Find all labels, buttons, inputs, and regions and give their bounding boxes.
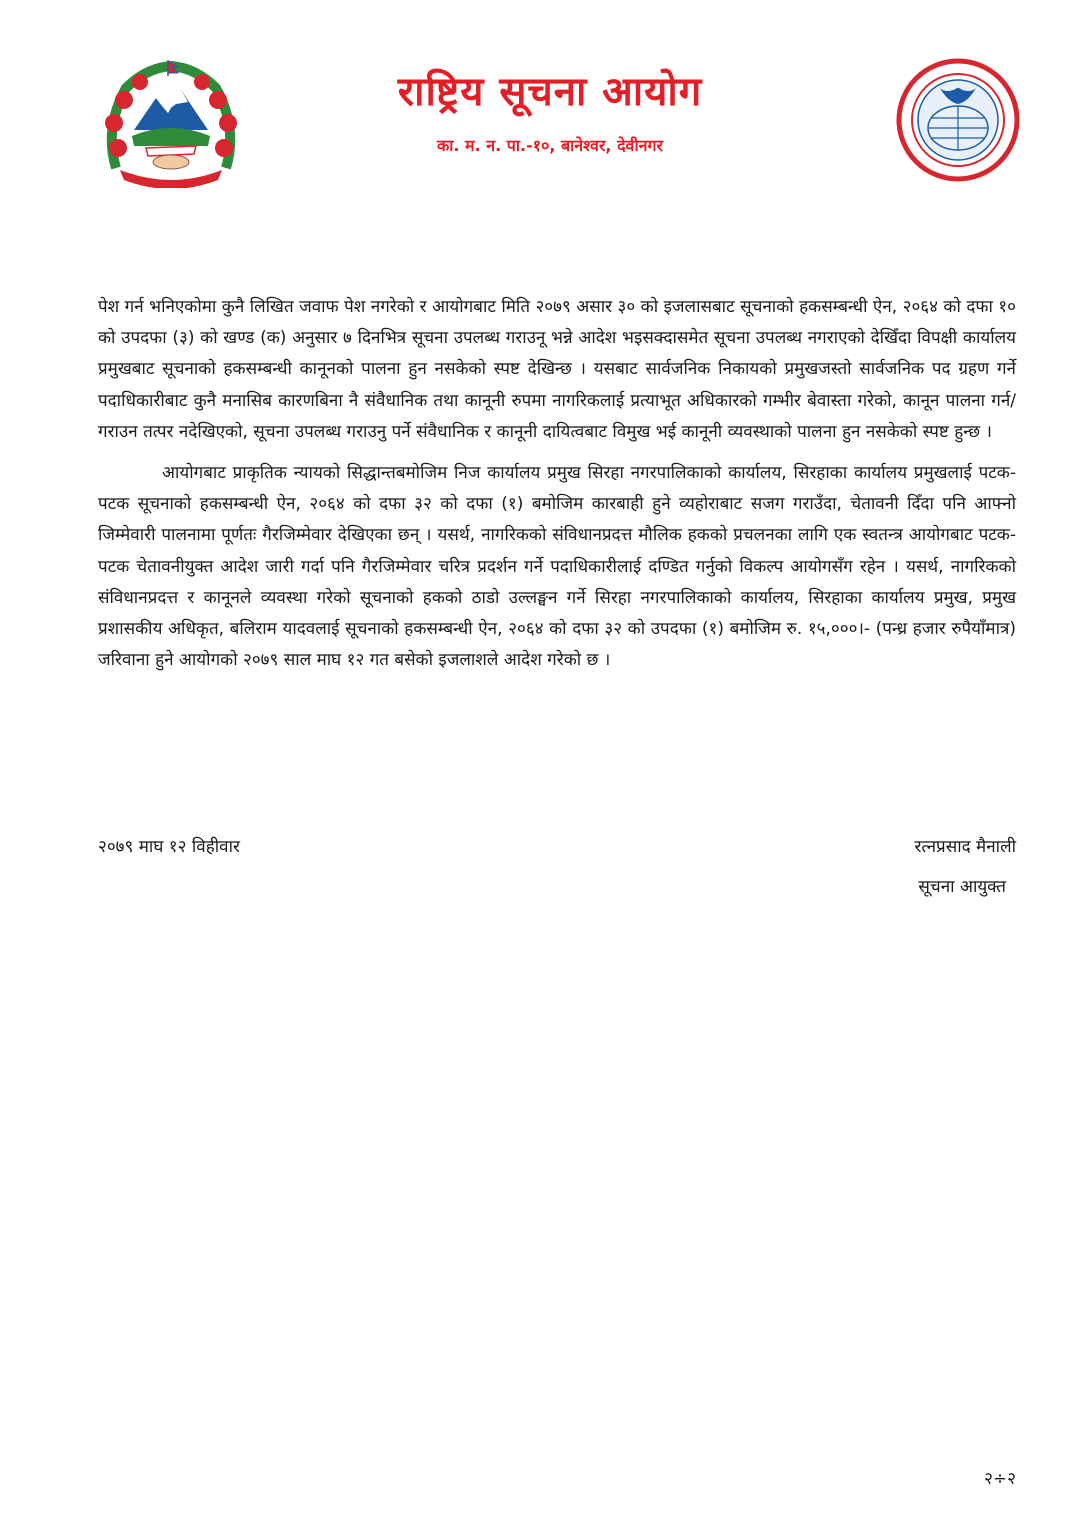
letterhead xyxy=(0,0,1080,200)
nepal-coat-of-arms-icon xyxy=(96,58,246,188)
signatory-name: रत्नप्रसाद मैनाली xyxy=(914,837,1016,857)
letter-date: २०७९ माघ १२ विहीवार xyxy=(98,837,240,857)
organization-address: का. म. न. पा.-१०, बानेश्वर, देवीनगर xyxy=(436,136,664,155)
letter-body xyxy=(98,292,1016,686)
page-number: २÷२ xyxy=(984,1469,1016,1489)
organization-title: राष्ट्रिय सूचना आयोग xyxy=(397,69,703,115)
signatory-title: सूचना आयुक्त xyxy=(918,877,1006,897)
body-paragraph: आयोगबाट प्राकृतिक न्यायको सिद्धान्तबमोजिम निज कार्यालय प्रमुख सिरहा नगरपालिकाको कार्यालय, सिरहाका कार्यालय प्रमुखलाई पटक-पटक सूचनाको हकसम्बन्धी ऐन, २०६४ को दफा ३२ को दफा (१) बमोजिम कारबाही हुने व्यहोराबाट सजग गराउँदा, चेतावनी दिँदा पनि आफ्नो जिम्मेवारी पालनामा पूर्णतः गैरजिम्मेवार देखिएका छन् । यसर्थ, नागरिकको संविधानप्रदत्त मौलिक हकको प्रचलनका लागि एक स्वतन्त्र आयोगबाट पटक-पटक चेतावनीयुक्त आदेश जारी गर्दा पनि गैरजिम्मेवार चरित्र प्रदर्शन गर्ने पदाधिकारीलाई दण्डित गर्नुको विकल्प आयोगसँग रहेन । यसर्थ, नागरिकको संविधानप्रदत्त र कानूनले व्यवस्था गरेको सूचनाको हकको ठाडो उल्लङ्घन गर्ने सिरहा नगरपालिकाको कार्यालय, सिरहाका कार्यालय प्रमुख, प्रमुख प्रशासकीय अधिकृत, बलिराम यादवलाई सूचनाको हकसम्बन्धी ऐन, २०६४ को दफा ३२ को उपदफा (१) बमोजिम रु. १५,०००।- (पन्ध्र हजार रुपैयाँमात्र) जरिवाना हुने आयोगको २०७९ साल माघ १२ गत बसेको इजलाशले आदेश गरेको छ । xyxy=(98,463,1016,671)
national-information-commission-seal-icon xyxy=(896,58,1020,182)
body-paragraph: पेश गर्न भनिएकोमा कुनै लिखित जवाफ पेश नगरेको र आयोगबाट मिति २०७९ असार ३० को इजलासबाट सूचनाको हकसम्बन्धी ऐन, २०६४ को दफा १० को उपदफा (३) को खण्ड (क) अनुसार ७ दिनभित्र सूचना उपलब्ध गराउनू भन्ने आदेश भइसक्दासमेत सूचना उपलब्ध नगराएको देखिँदा विपक्षी कार्यालय प्रमुखबाट सूचनाको हकसम्बन्धी कानूनको पालना हुन नसकेको स्पष्ट देखिन्छ । यसबाट सार्वजनिक निकायको प्रमुखजस्तो सार्वजनिक पद ग्रहण गर्ने पदाधिकारीबाट कुनै मनासिब कारणबिना नै संवैधानिक तथा कानूनी रुपमा नागरिकलाई प्रत्याभूत अधिकारको गम्भीर बेवास्ता गरेको, कानून पालना गर्न/गराउन तत्पर नदेखिएको, सूचना उपलब्ध गराउनु पर्ने संवैधानिक र कानूनी दायित्वबाट विमुख भई कानूनी व्यवस्थाको पालना हुन नसकेको स्पष्ट हुन्छ । xyxy=(98,297,1016,442)
